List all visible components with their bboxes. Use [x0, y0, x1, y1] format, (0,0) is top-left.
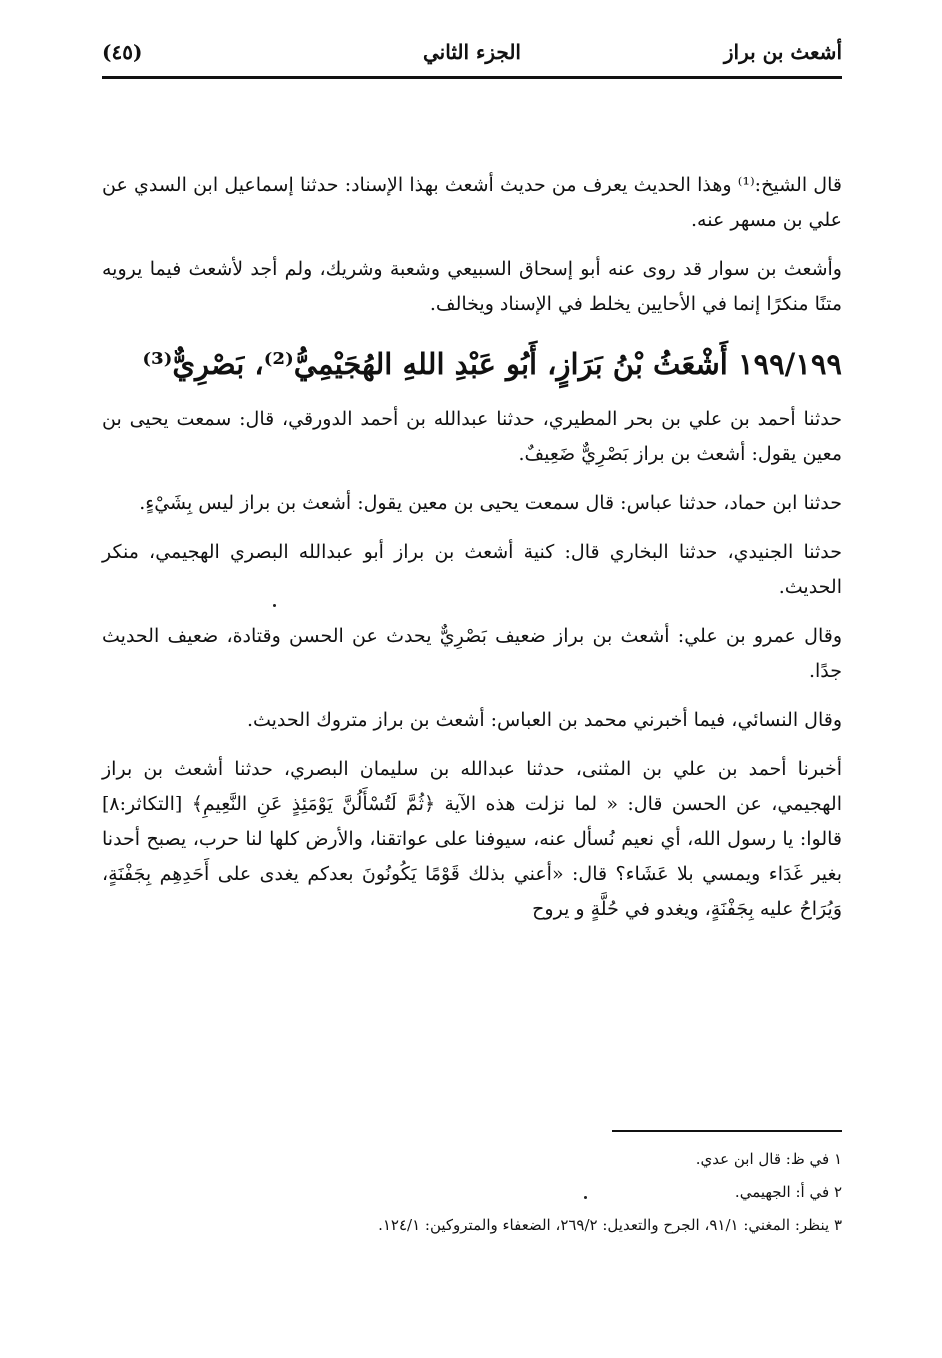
scan-speck: [584, 1196, 587, 1199]
footnotes: [102, 1143, 842, 1242]
footnote-2: ٢ في أ: الجهيمي.: [734, 1183, 842, 1201]
paragraph-4: حدثنا ابن حماد، حدثنا عباس: قال سمعت يحيى بن معين يقول: أشعث بن براز ليس بِشَيْءٍ.: [139, 492, 842, 514]
footnote-rule: [612, 1130, 842, 1132]
volume-label: الجزء الثاني: [423, 40, 521, 64]
footnote-1: ١ في ظ: قال ابن عدي.: [695, 1150, 842, 1168]
main-text: [102, 168, 842, 941]
paragraph-1: قال الشيخ:⁽¹⁾ وهذا الحديث يعرف من حديث أشعث بهذا الإسناد: حدثنا إسماعيل ابن السدي عن علي بن مسهر عنه.: [102, 174, 842, 231]
paragraph-6: وقال عمرو بن علي: أشعث بن براز ضعيف بَصْرِيٌّ يحدث عن الحسن وقتادة، ضعيف الحديث جدًا.: [102, 625, 842, 682]
running-title: أشعث بن براز: [723, 40, 842, 64]
paragraph-7: وقال النسائي، فيما أخبرني محمد بن العباس: أشعث بن براز متروك الحديث.: [246, 709, 842, 731]
entry-heading: ١٩٩/١٩٩ أَشْعَثُ بْنُ بَرَازٍ، أَبُو عَبْدِ اللهِ الهُجَيْمِيُّ⁽²⁾، بَصْرِيٌّ⁽³⁾: [142, 347, 842, 381]
page-number: (٤٥): [102, 40, 143, 64]
footnote-3: ٣ ينظر: المغني: ٩١/١، الجرح والتعديل: ٢٦٩/٢، الضعفاء والمتروكين: ١٢٤/١.: [378, 1216, 842, 1234]
paragraph-8: أخبرنا أحمد بن علي بن المثنى، حدثنا عبدالله بن سليمان البصري، حدثنا أشعث بن براز الهجيمي، عن الحسن قال: « لما نزلت هذه الآية ﴿ثُمَّ لَتُسْأَلُنَّ يَوْمَئِذٍ عَنِ النَّعِيمِ﴾ [التكاثر:٨] قالوا: يا رسول الله، أي نعيم نُسأل عنه، سيوفنا على عواتقنا، والأرض كلها لنا حرب، يصبح أحدنا بغير غَدَاء ويمسي بلا عَشَاء؟ قال: «أعني بذلك قَوْمًا يَكُونُونَ بعدكم يغدى على أَحَدِهِم بِجَفْنَةٍ، وَيُرَاحُ عليه بِجَفْنَةٍ، ويغدو في حُلَّةٍ و يروح: [102, 758, 842, 920]
scan-speck: [273, 604, 276, 607]
paragraph-3: حدثنا أحمد بن علي بن بحر المطيري، حدثنا عبدالله بن أحمد الدورقي، قال: سمعت يحيى بن معين يقول: أشعث بن براز بَصْرِيٌّ ضَعِيفٌ.: [102, 408, 842, 465]
page-header: [102, 34, 842, 74]
header-rule: [102, 76, 842, 79]
paragraph-2: وأشعث بن سوار قد روى عنه أبو إسحاق السبيعي وشعبة وشريك، ولم أجد لأشعث فيما يرويه متنًا منكرًا إنما في الأحايين يخلط في الإسناد ويخالف.: [102, 258, 842, 315]
paragraph-5: حدثنا الجنيدي، حدثنا البخاري قال: كنية أشعث بن براز أبو عبدالله البصري الهجيمي، منكر الحديث.: [102, 541, 842, 598]
